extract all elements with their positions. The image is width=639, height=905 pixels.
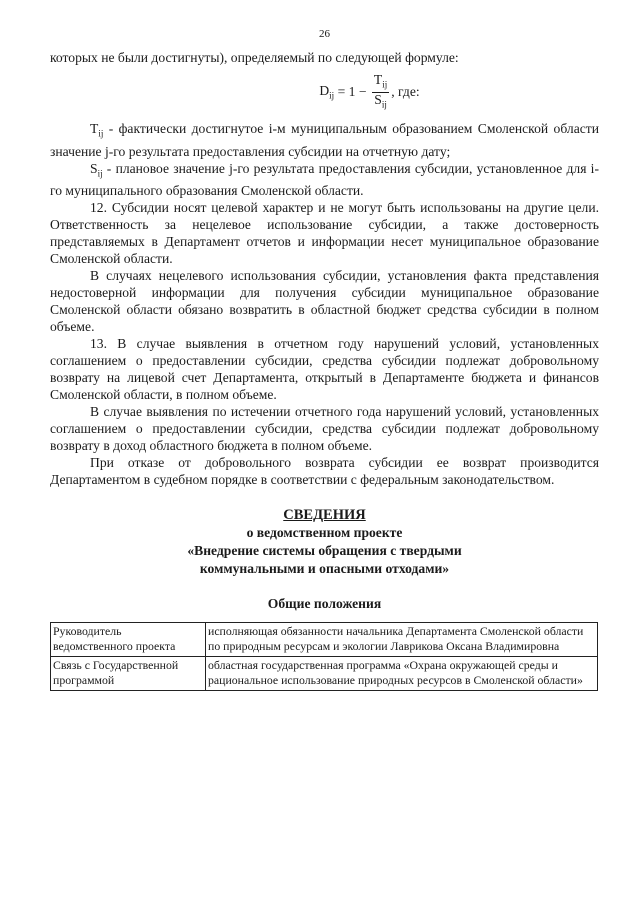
table-row <box>51 657 598 691</box>
paragraph-after-year: В случае выявления по истечении отчетного года нарушений условий, установленных соглашением о предоставлении субсидии, средства субсидии подлежат добровольному возврату в доход областного бюджета в полном объеме. <box>50 404 599 454</box>
intro-line: которых не были достигнуты), определяемый по следующей формуле: <box>50 50 459 65</box>
formula-lhs: $D_{ij}$ <box>319 83 335 101</box>
paragraph-misuse: В случаях нецелевого использования субсидии, установления факта представления недостоверной информации для получения субсидии муниципальное образование Смоленской области обязано возвратить в областной бюджет средства субсидии в полном объеме. <box>50 268 599 335</box>
table-cell-label: Связь с Государственной программой <box>51 657 206 691</box>
table-cell-value: исполняющая обязанности начальника Департамента Смоленской области по природным ресурсам и экологии Лаврикова Оксана Владимировна <box>206 623 598 657</box>
definition-s: $S_{ij}$ - плановое значение j-го результата предоставления субсидии, установленное для i-го муниципального образования Смоленской области. <box>50 160 599 199</box>
definition-t: $T_{ij}$ - фактически достигнутое i-м муниципальным образованием Смоленской области значение j-го результата предоставления субсидии на отчетную дату; <box>50 121 599 159</box>
table-row <box>51 623 598 657</box>
formula-denominator: $S_{ij}$ <box>374 91 387 110</box>
table-cell-value: областная государственная программа «Охрана окружающей среды и рациональное использование природных ресурсов в Смоленской области» <box>206 657 598 691</box>
paragraph-13: 13. В случае выявления в отчетном году нарушений условий, установленных соглашением о предоставлении субсидии, средства субсидии подлежат добровольному возврату на лицевой счет Департамента, открытый в Департаменте бюджета и финансов Смоленской области, в полном объеме. <box>50 336 599 403</box>
page-number: 26 <box>319 28 330 40</box>
formula-suffix: , где: <box>391 84 420 99</box>
general-provisions-table <box>50 622 598 691</box>
heading-line-1: о ведомственном проекте <box>246 525 403 541</box>
heading-line-3: коммунальными и опасными отходами» <box>199 561 450 577</box>
formula-fraction <box>372 73 389 111</box>
section-title: Общие положения <box>267 596 382 612</box>
heading-line-2: «Внедрение системы обращения с твердыми <box>187 543 462 559</box>
formula-numerator: $T_{ij}$ <box>372 73 389 93</box>
formula <box>140 71 599 110</box>
table-cell-label: Руководитель ведомственного проекта <box>51 623 206 657</box>
formula-operator: = 1 − <box>334 84 370 99</box>
paragraph-refusal: При отказе от добровольного возврата субсидии ее возврат производится Департаментом в судебном порядке в соответствии с федеральным законодательством. <box>50 455 599 488</box>
heading-title: СВЕДЕНИЯ <box>283 507 366 524</box>
paragraph-12: 12. Субсидии носят целевой характер и не могут быть использованы на другие цели. Ответственность за нецелевое использование субсидии, а также достоверность представляемых в Департамент отчетов и информации несет муниципальное образование Смоленской области. <box>50 200 599 267</box>
